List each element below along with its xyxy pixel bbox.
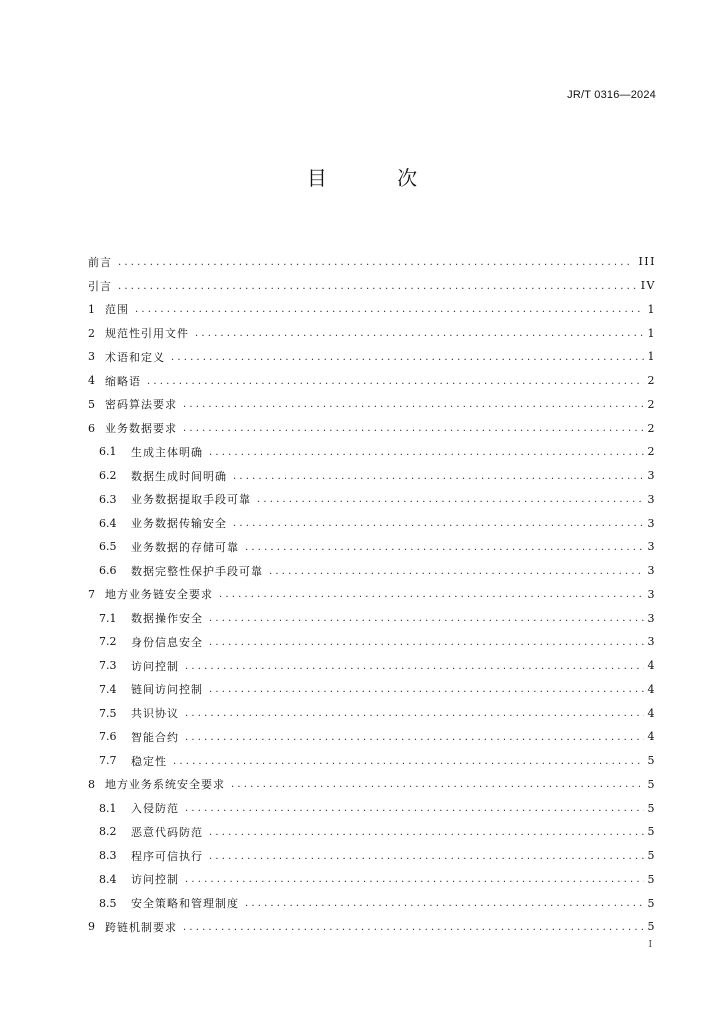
toc-entry-label: [88, 396, 177, 412]
toc-entry-page: 5: [647, 849, 656, 863]
toc-entry-title: 地方业务链安全要求: [105, 588, 213, 602]
toc-entry-title: 入侵防范: [131, 802, 179, 816]
toc-entry-page: 4: [647, 706, 656, 720]
toc-entry-number: 3: [88, 350, 95, 364]
toc-dot-leader: [183, 422, 644, 434]
toc-entry-label: [99, 848, 203, 864]
page-number: I: [648, 940, 652, 950]
toc-entry-label: [99, 753, 167, 769]
toc-entry-number: 6: [88, 421, 95, 435]
toc-entry-number: 8: [88, 777, 95, 791]
toc-entry[interactable]: [88, 511, 656, 535]
toc-entry-page: 5: [647, 801, 656, 815]
toc-entry-page: 4: [647, 730, 656, 744]
toc-entry-label: [99, 468, 227, 484]
toc-entry-title: 数据生成时间明确: [131, 469, 227, 483]
toc-dot-leader: [209, 683, 644, 695]
toc-entry-title: 安全策略和管理制度: [131, 897, 239, 911]
toc-entry-page: 3: [647, 587, 656, 601]
toc-entry-page: IV: [640, 279, 656, 293]
toc-dot-leader: [185, 873, 644, 885]
toc-entry-page: 5: [647, 896, 656, 910]
toc-entry-label: [88, 420, 177, 436]
toc-dot-leader: [233, 470, 644, 482]
toc-entry[interactable]: [88, 416, 656, 440]
toc-entry-title: 业务数据要求: [105, 422, 177, 436]
toc-entry-number: 7.5: [99, 706, 117, 720]
toc-entry-number: 8.4: [99, 872, 117, 886]
toc-entry-page: 2: [647, 421, 656, 435]
toc-entry-page: 3: [647, 611, 656, 625]
toc-entry-page: 5: [647, 754, 656, 768]
toc-entry-number: 7.7: [99, 754, 117, 768]
toc-entry[interactable]: [88, 345, 656, 369]
toc-entry-label: [99, 681, 203, 697]
toc-entry-number: 6.1: [99, 445, 117, 459]
toc-entry[interactable]: [88, 796, 656, 820]
toc-entry-page: 3: [647, 635, 656, 649]
toc-entry-number: 1: [88, 302, 95, 316]
toc-entry-number: 7.1: [99, 611, 117, 625]
toc-entry-title: 智能合约: [131, 730, 179, 744]
toc-entry[interactable]: [88, 868, 656, 892]
toc-entry-title: 业务数据提取手段可靠: [131, 493, 251, 507]
toc-entry-label: [88, 919, 177, 935]
toc-entry-number: 7.6: [99, 730, 117, 744]
toc-dot-leader: [171, 351, 644, 363]
toc-entry-title: 范围: [105, 303, 129, 317]
toc-entry-label: [88, 586, 213, 602]
toc-entry-number: 9: [88, 920, 95, 934]
toc-dot-leader: [209, 826, 644, 838]
toc-entry-page: 3: [647, 492, 656, 506]
toc-entry-label: [99, 491, 251, 507]
toc-entry-number: 8.5: [99, 896, 117, 910]
toc-entry-title: 数据操作安全: [131, 612, 203, 626]
toc-entry[interactable]: [88, 250, 656, 274]
toc-entry-page: 5: [647, 872, 656, 886]
toc-entry[interactable]: [88, 654, 656, 678]
toc-dot-leader: [185, 707, 644, 719]
toc-entry-title: 缩略语: [105, 374, 141, 388]
toc-entry-page: 1: [647, 350, 656, 364]
toc-entry-title: 身份信息安全: [131, 635, 203, 649]
toc-entry-label: [99, 444, 203, 460]
toc-entry-title: 共识协议: [131, 707, 179, 721]
toc-entry-label: [88, 254, 112, 270]
toc-entry-label: [88, 776, 225, 792]
toc-entry-page: 5: [647, 777, 656, 791]
toc-entry-title: 访问控制: [131, 659, 179, 673]
toc-entry-title: 前言: [88, 255, 112, 269]
toc-entry-page: 3: [647, 540, 656, 554]
toc-dot-leader: [231, 778, 644, 790]
toc-entry-number: 6.3: [99, 492, 117, 506]
toc-entry[interactable]: [88, 535, 656, 559]
toc-entry[interactable]: [88, 488, 656, 512]
toc-dot-leader: [118, 256, 634, 268]
toc-entry[interactable]: [88, 630, 656, 654]
toc-entry[interactable]: [88, 559, 656, 583]
table-of-contents: [88, 250, 656, 939]
toc-entry-label: [99, 658, 179, 674]
toc-entry-title: 数据完整性保护手段可靠: [131, 564, 263, 578]
toc-entry-page: 2: [647, 397, 656, 411]
toc-entry[interactable]: [88, 583, 656, 607]
toc-dot-leader: [257, 493, 644, 505]
toc-entry[interactable]: [88, 915, 656, 939]
toc-entry[interactable]: [88, 844, 656, 868]
toc-entry-page: 2: [647, 374, 656, 388]
toc-entry-number: 7: [88, 587, 95, 601]
toc-dot-leader: [185, 802, 644, 814]
toc-entry-title: 跨链机制要求: [105, 920, 177, 934]
toc-entry-label: [99, 705, 179, 721]
toc-entry-title: 链间访问控制: [131, 683, 203, 697]
toc-entry-label: [88, 349, 165, 365]
toc-entry-title: 业务数据传输安全: [131, 517, 227, 531]
toc-entry-label: [99, 563, 263, 579]
toc-entry-title: 业务数据的存储可靠: [131, 540, 239, 554]
toc-entry-number: 8.3: [99, 849, 117, 863]
toc-entry-label: [88, 373, 141, 389]
toc-dot-leader: [118, 280, 637, 292]
toc-dot-leader: [135, 303, 644, 315]
toc-entry-label: [88, 301, 129, 317]
toc-entry-number: 7.4: [99, 682, 117, 696]
toc-dot-leader: [245, 897, 644, 909]
toc-dot-leader: [183, 921, 644, 933]
toc-entry-title: 访问控制: [131, 873, 179, 887]
toc-dot-leader: [245, 541, 644, 553]
toc-entry-page: 5: [647, 825, 656, 839]
toc-entry-label: [99, 729, 179, 745]
toc-entry-title: 地方业务系统安全要求: [105, 778, 225, 792]
toc-entry-page: 5: [647, 920, 656, 934]
toc-entry-title: 程序可信执行: [131, 849, 203, 863]
toc-entry[interactable]: [88, 773, 656, 797]
toc-entry-number: 8.1: [99, 801, 117, 815]
toc-entry-number: 8.2: [99, 825, 117, 839]
toc-dot-leader: [195, 327, 644, 339]
toc-entry-label: [99, 895, 239, 911]
toc-entry-page: 1: [647, 302, 656, 316]
toc-entry[interactable]: [88, 725, 656, 749]
toc-entry-number: 6.4: [99, 516, 117, 530]
toc-entry-label: [99, 871, 179, 887]
toc-entry-number: 6.2: [99, 469, 117, 483]
toc-dot-leader: [209, 850, 644, 862]
toc-dot-leader: [183, 398, 644, 410]
toc-entry-title: 恶意代码防范: [131, 825, 203, 839]
toc-entry-page: 4: [647, 659, 656, 673]
toc-entry[interactable]: [88, 369, 656, 393]
toc-entry-page: 1: [647, 326, 656, 340]
toc-entry-number: 7.3: [99, 659, 117, 673]
toc-entry-page: 3: [647, 469, 656, 483]
toc-entry-title: 稳定性: [131, 754, 167, 768]
toc-entry[interactable]: [88, 321, 656, 345]
toc-entry-label: [99, 800, 179, 816]
toc-entry[interactable]: [88, 440, 656, 464]
toc-entry-title: 生成主体明确: [131, 445, 203, 459]
toc-entry[interactable]: [88, 891, 656, 915]
toc-entry-page: III: [638, 255, 656, 269]
toc-entry-label: [99, 539, 239, 555]
toc-entry[interactable]: [88, 820, 656, 844]
document-number: JR/T 0316—2024: [567, 89, 656, 101]
toc-entry-number: 6.5: [99, 540, 117, 554]
toc-entry[interactable]: [88, 701, 656, 725]
toc-entry[interactable]: [88, 464, 656, 488]
toc-entry-label: [88, 325, 189, 341]
toc-entry-page: 2: [647, 445, 656, 459]
toc-entry-number: 6.6: [99, 564, 117, 578]
toc-entry-number: 2: [88, 326, 95, 340]
toc-dot-leader: [185, 660, 644, 672]
toc-entry[interactable]: [88, 749, 656, 773]
toc-entry-page: 3: [647, 564, 656, 578]
toc-dot-leader: [173, 755, 644, 767]
toc-entry-number: 5: [88, 397, 95, 411]
toc-dot-leader: [209, 612, 644, 624]
toc-entry-number: 4: [88, 374, 95, 388]
toc-dot-leader: [209, 446, 644, 458]
toc-entry-label: [99, 515, 227, 531]
toc-entry[interactable]: [88, 678, 656, 702]
toc-entry[interactable]: [88, 606, 656, 630]
toc-dot-leader: [269, 565, 644, 577]
toc-entry-page: 3: [647, 516, 656, 530]
toc-dot-leader: [185, 731, 644, 743]
toc-entry-title: 引言: [88, 279, 112, 293]
toc-dot-leader: [209, 636, 644, 648]
toc-entry-label: [88, 278, 112, 294]
toc-entry-title: 密码算法要求: [105, 398, 177, 412]
toc-entry[interactable]: [88, 298, 656, 322]
page-title: 目 次: [306, 166, 450, 190]
toc-entry-title: 规范性引用文件: [105, 327, 189, 341]
toc-dot-leader: [233, 517, 644, 529]
toc-entry[interactable]: [88, 274, 656, 298]
toc-entry-label: [99, 634, 203, 650]
toc-entry-label: [99, 824, 203, 840]
toc-dot-leader: [219, 588, 644, 600]
toc-entry[interactable]: [88, 393, 656, 417]
toc-dot-leader: [147, 375, 644, 387]
toc-entry-title: 术语和定义: [105, 350, 165, 364]
toc-entry-page: 4: [647, 682, 656, 696]
toc-entry-label: [99, 610, 203, 626]
toc-entry-number: 7.2: [99, 635, 117, 649]
